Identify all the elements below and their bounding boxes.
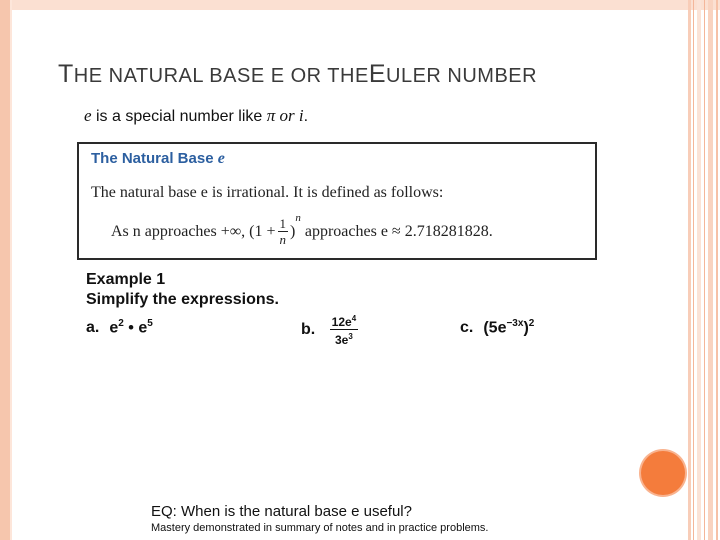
expression-a: a. $e^2$ • $e^5$ — [86, 318, 153, 337]
fraction-b: $\frac{12e^4}{3e^3}$ — [331, 314, 357, 347]
orange-circle-decoration — [641, 451, 685, 495]
expression-c: c. $(5e^{-3x})^2$ — [460, 318, 535, 337]
example-heading: Example 1 Simplify the expressions. — [86, 271, 279, 308]
natural-base-definition-text: The natural base e is irrational. It is defined as follows: — [91, 184, 444, 201]
natural-base-limit-formula: As n approaches +∞, (1 + $\frac{1}{n}$ ) n approaches e ≈ 2.718281828. — [111, 212, 493, 247]
fraction-one-over-n: $\frac{1}{n}$ — [279, 216, 287, 247]
natural-base-definition-box — [77, 142, 597, 260]
frame-left-inner-border — [10, 0, 12, 540]
essential-question: EQ: When is the natural base e useful? — [151, 503, 412, 520]
frame-left-border — [0, 0, 10, 540]
frame-top-border — [0, 0, 720, 10]
expression-b: b. $\frac{12e^4}{3e^3}$ — [301, 314, 357, 347]
mastery-note: Mastery demonstrated in summary of notes and in practice problems. — [151, 522, 489, 534]
natural-base-heading: The Natural Base e — [91, 150, 225, 167]
slide-subtitle: e is a special number like π or i. — [84, 106, 309, 125]
slide-title: THE NATURAL BASE E OR THEEULER NUMBER — [58, 60, 538, 88]
